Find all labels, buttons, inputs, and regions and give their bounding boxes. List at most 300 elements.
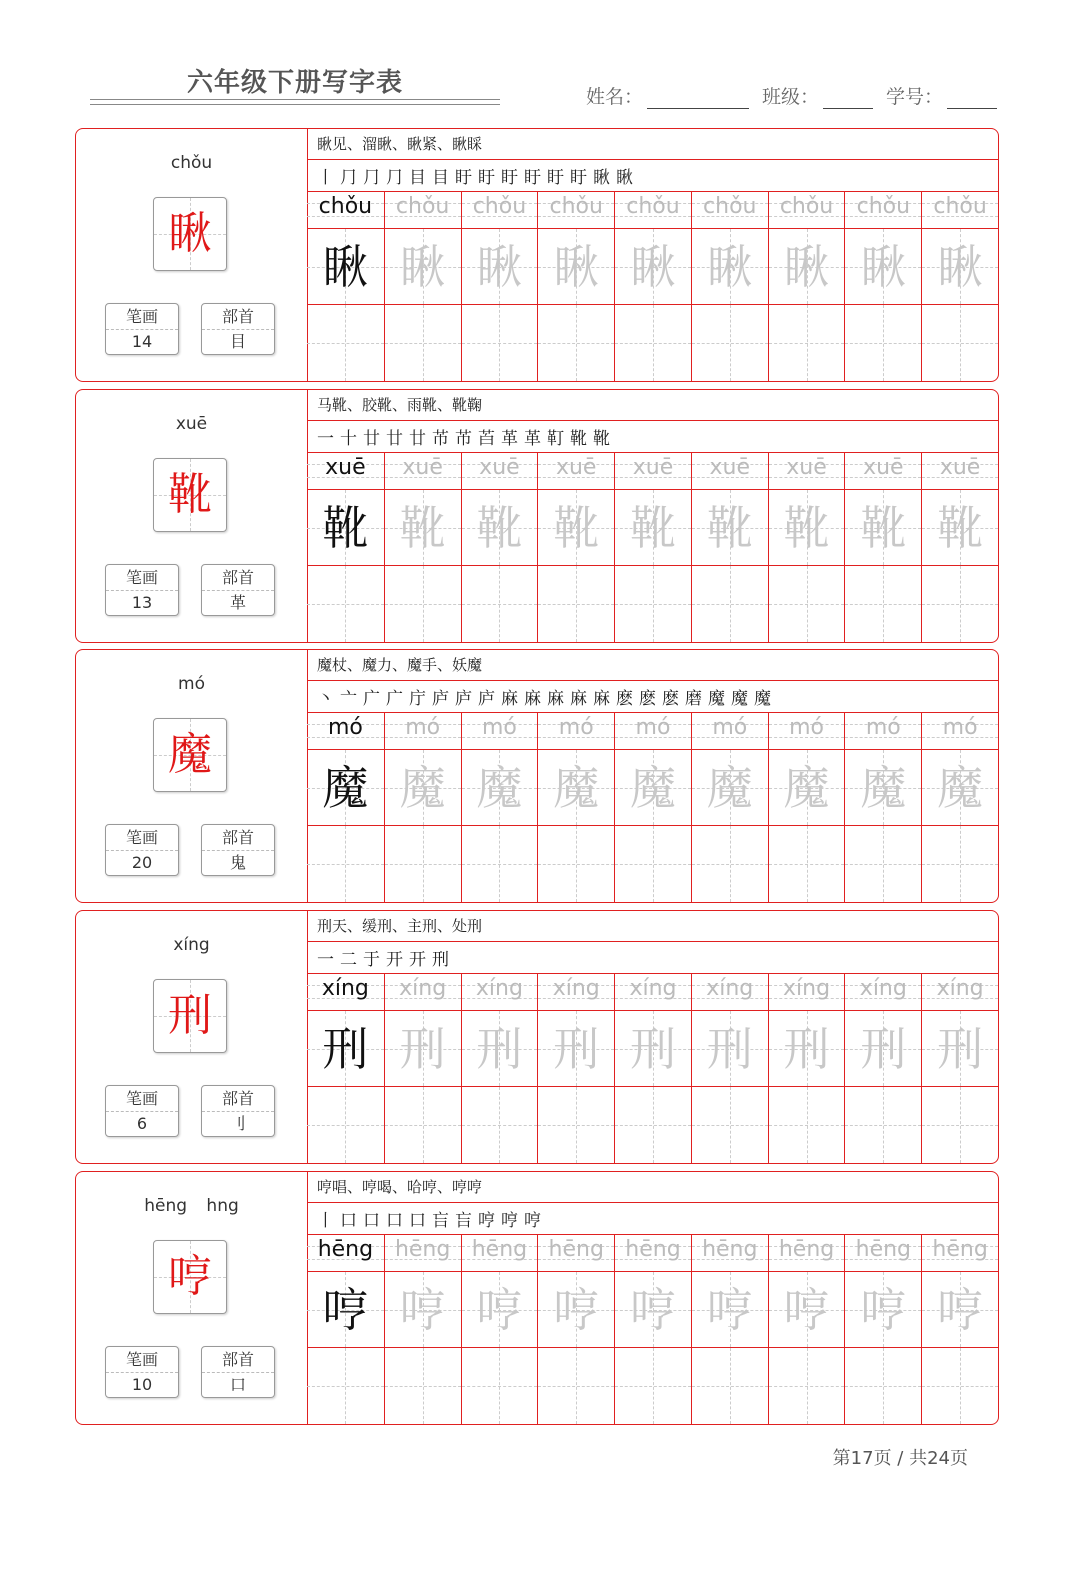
character-cell[interactable] [538, 1011, 614, 1087]
pinyin-cell[interactable] [538, 452, 614, 490]
grid-column [691, 1234, 768, 1424]
pinyin-cell[interactable] [692, 1234, 768, 1272]
character-cell[interactable] [922, 750, 998, 826]
character-trace: 刑 [860, 1022, 907, 1076]
stroke-order-step: 麻 [501, 689, 518, 709]
stroke-order-step: 于 [363, 950, 380, 970]
character-trace: 瞅 [476, 240, 523, 294]
character-trace: 靴 [783, 501, 830, 555]
stroke-order-step: 革 [501, 429, 518, 449]
pinyin-cell[interactable] [922, 191, 998, 229]
character-model: 刑 [322, 1022, 369, 1076]
stroke-order-step: 廿 [386, 429, 403, 449]
character-cell[interactable] [769, 750, 845, 826]
empty-writing-cell[interactable] [385, 826, 461, 902]
empty-writing-cell[interactable] [538, 566, 614, 642]
stroke-order-step: 靴 [570, 429, 587, 449]
character-cell[interactable] [769, 1011, 845, 1087]
character-cell[interactable] [692, 1011, 768, 1087]
character-cell[interactable] [769, 490, 845, 566]
grid-column [461, 191, 538, 381]
pinyin-trace: xuē [939, 455, 981, 480]
empty-writing-cell[interactable] [769, 1348, 845, 1424]
empty-writing-cell[interactable] [538, 1087, 614, 1163]
character-trace: 瞅 [937, 240, 984, 294]
character-cell[interactable] [462, 229, 538, 305]
pinyin-trace: xuē [479, 455, 520, 480]
character-cell[interactable] [538, 490, 614, 566]
grid-column [844, 191, 921, 381]
grid-column [691, 452, 768, 642]
grid-column [768, 191, 845, 381]
stroke-order-step: 磨 [685, 689, 702, 709]
pinyin-cell[interactable] [385, 973, 461, 1011]
pinyin-cell[interactable] [692, 973, 768, 1011]
stroke-order [317, 424, 616, 449]
character-trace: 靴 [476, 501, 523, 555]
character-model: 魔 [322, 761, 369, 815]
empty-writing-cell[interactable] [385, 1348, 461, 1424]
stroke-order-step: 盱 [478, 168, 495, 188]
stroke-order-step: 庐 [478, 689, 495, 709]
character-cell[interactable] [462, 750, 538, 826]
grid-column [307, 712, 384, 902]
grid-column [461, 973, 538, 1163]
empty-writing-cell[interactable] [845, 1087, 921, 1163]
grid-column [384, 1234, 461, 1424]
character-model: 瞅 [322, 240, 369, 294]
stroke-order-step: 哼 [501, 1211, 518, 1231]
grid-column [307, 1234, 384, 1424]
empty-writing-cell[interactable] [307, 305, 384, 381]
character-trace: 靴 [860, 501, 907, 555]
empty-writing-cell[interactable] [307, 1348, 384, 1424]
character-cell[interactable] [845, 229, 921, 305]
character-cell[interactable] [307, 1011, 384, 1087]
empty-writing-cell[interactable] [615, 1348, 691, 1424]
character-cell[interactable] [462, 1011, 538, 1087]
pinyin-cell[interactable] [615, 712, 691, 750]
character-cell[interactable] [307, 1272, 384, 1348]
pinyin-cell[interactable] [692, 191, 768, 229]
pinyin-cell[interactable] [845, 191, 921, 229]
stroke-order-step: 庐 [455, 689, 472, 709]
character-display-box [153, 718, 227, 792]
character-cell[interactable] [385, 750, 461, 826]
pinyin-cell[interactable] [538, 191, 614, 229]
radical-value: 鬼 [229, 853, 246, 872]
empty-writing-cell[interactable] [845, 566, 921, 642]
pinyin-trace: chǒu [626, 194, 680, 219]
character-cell[interactable] [922, 1272, 998, 1348]
pinyin-model: xuē [325, 455, 366, 480]
stroke-order-step: 盱 [524, 168, 541, 188]
character-display-box [153, 1240, 227, 1314]
character-card [75, 128, 999, 382]
stroke-count-label: 笔画 [106, 1086, 178, 1112]
pinyin-cell[interactable] [769, 1234, 845, 1272]
pinyin-label: mó [178, 674, 205, 694]
empty-writing-cell[interactable] [307, 1087, 384, 1163]
character-cell[interactable] [922, 229, 998, 305]
stroke-order-step: 口 [409, 1211, 426, 1231]
stroke-order-step: 庐 [432, 689, 449, 709]
practice-panel [307, 911, 998, 1163]
grid-column [537, 1234, 614, 1424]
pinyin-cell[interactable] [769, 712, 845, 750]
pinyin-trace: xuē [786, 455, 827, 480]
pinyin-cell[interactable] [845, 973, 921, 1011]
grid-column [384, 973, 461, 1163]
pinyin-cell[interactable] [845, 1234, 921, 1272]
pinyin-model: chǒu [318, 194, 373, 219]
character-trace: 刑 [783, 1022, 830, 1076]
grid-column [537, 712, 614, 902]
pinyin-trace: mó [481, 715, 517, 740]
pinyin-trace: mó [405, 715, 441, 740]
character-cell[interactable] [845, 1272, 921, 1348]
stroke-count-box [105, 303, 179, 355]
character-trace: 哼 [706, 1283, 753, 1337]
character-cell[interactable] [922, 1011, 998, 1087]
stroke-order-step: 盱 [570, 168, 587, 188]
stroke-order-step: 目 [432, 168, 449, 188]
empty-writing-cell[interactable] [538, 1348, 614, 1424]
empty-writing-cell[interactable] [462, 826, 538, 902]
grid-column [691, 973, 768, 1163]
pinyin-cell[interactable] [769, 973, 845, 1011]
pinyin-cell[interactable] [922, 452, 998, 490]
name-blank[interactable] [647, 86, 749, 109]
character-card [75, 1171, 999, 1425]
character-cell[interactable] [462, 490, 538, 566]
character-trace: 哼 [860, 1283, 907, 1337]
stroke-order-step: 一 [317, 950, 334, 970]
name-field[interactable] [586, 82, 749, 109]
empty-writing-cell[interactable] [462, 566, 538, 642]
pinyin-cell[interactable] [615, 191, 691, 229]
grid-column [461, 712, 538, 902]
grid-column [844, 712, 921, 902]
example-words: 瞅见、溜瞅、瞅紧、瞅睬 [317, 135, 483, 153]
pinyin-cell[interactable] [922, 712, 998, 750]
character-trace: 魔 [937, 761, 984, 815]
grid-column [307, 191, 384, 381]
pinyin-trace: xuē [555, 455, 597, 480]
id-blank[interactable] [947, 86, 997, 109]
empty-writing-cell[interactable] [922, 1087, 998, 1163]
grid-column [844, 973, 921, 1163]
character-cell[interactable] [538, 1272, 614, 1348]
grid-column [614, 452, 691, 642]
pinyin-cell[interactable] [769, 191, 845, 229]
id-field[interactable] [886, 82, 997, 109]
pinyin-trace: hēng [625, 1237, 681, 1262]
character-trace: 靴 [399, 501, 446, 555]
empty-writing-cell[interactable] [922, 826, 998, 902]
character-cell[interactable] [845, 1011, 921, 1087]
pinyin-trace: chǒu [472, 194, 527, 219]
pinyin-cell[interactable] [615, 1234, 691, 1272]
character-cell[interactable] [385, 490, 461, 566]
character-cell[interactable] [385, 1011, 461, 1087]
pinyin-label: xíng [173, 935, 210, 955]
stroke-order-step: 哼 [524, 1211, 541, 1231]
character-cell[interactable] [692, 490, 768, 566]
character-cell[interactable] [385, 1272, 461, 1348]
character-trace: 刑 [553, 1022, 600, 1076]
grid-column [384, 712, 461, 902]
stroke-order [317, 945, 455, 970]
pinyin-trace: mó [712, 715, 748, 740]
character-trace: 魔 [783, 761, 830, 815]
grid-column [691, 712, 768, 902]
empty-writing-cell[interactable] [385, 305, 461, 381]
stroke-count-value: 6 [136, 1114, 148, 1133]
pinyin-cell[interactable] [615, 973, 691, 1011]
practice-panel [307, 129, 998, 381]
grid-column [614, 191, 691, 381]
empty-writing-cell[interactable] [769, 1087, 845, 1163]
character-trace: 瞅 [860, 240, 907, 294]
class-field[interactable] [762, 82, 873, 109]
grid-column [614, 1234, 691, 1424]
radical-box [201, 824, 275, 876]
grid-column [537, 973, 614, 1163]
pinyin-cell[interactable] [385, 712, 461, 750]
stroke-count-box [105, 824, 179, 876]
character-cell[interactable] [692, 229, 768, 305]
pinyin-cell[interactable] [385, 191, 461, 229]
stroke-count-box [105, 564, 179, 616]
grid-column [921, 1234, 998, 1424]
empty-writing-cell[interactable] [692, 1087, 768, 1163]
grid-column [384, 191, 461, 381]
pinyin-cell[interactable] [615, 452, 691, 490]
character-cell[interactable] [692, 750, 768, 826]
stroke-order-step: 二 [340, 950, 357, 970]
stroke-order-step: 刑 [432, 950, 449, 970]
grid-column [768, 1234, 845, 1424]
pinyin-cell[interactable] [385, 452, 461, 490]
character-cell[interactable] [615, 1011, 691, 1087]
stroke-order-step: ⺆ [363, 168, 380, 188]
empty-writing-cell[interactable] [922, 305, 998, 381]
pinyin-trace: mó [865, 715, 901, 740]
pinyin-cell[interactable] [538, 973, 614, 1011]
row-divider [307, 159, 998, 160]
red-character: 瞅 [168, 208, 212, 259]
stroke-order [317, 1206, 547, 1231]
pinyin-cell[interactable] [769, 452, 845, 490]
pinyin-cell[interactable] [462, 452, 538, 490]
radical-value: 刂 [229, 1114, 246, 1133]
character-trace: 哼 [937, 1283, 984, 1337]
empty-writing-cell[interactable] [307, 566, 384, 642]
character-cell[interactable] [307, 229, 384, 305]
pinyin-trace: chǒu [549, 194, 603, 219]
character-cell[interactable] [385, 229, 461, 305]
character-cell[interactable] [769, 229, 845, 305]
pinyin-cell[interactable] [692, 452, 768, 490]
class-blank[interactable] [823, 86, 873, 109]
empty-writing-cell[interactable] [692, 1348, 768, 1424]
stroke-order-step: 麻 [570, 689, 587, 709]
character-cell[interactable] [615, 229, 691, 305]
pinyin-model: xíng [321, 976, 369, 1001]
pinyin-trace: xíng [552, 976, 600, 1001]
grid-column [537, 191, 614, 381]
character-cell[interactable] [307, 750, 384, 826]
empty-writing-cell[interactable] [385, 566, 461, 642]
empty-writing-cell[interactable] [538, 826, 614, 902]
character-cell[interactable] [538, 229, 614, 305]
empty-writing-cell[interactable] [615, 566, 691, 642]
empty-writing-cell[interactable] [845, 826, 921, 902]
empty-writing-cell[interactable] [615, 1087, 691, 1163]
character-trace: 哼 [476, 1283, 523, 1337]
pinyin-cell[interactable] [462, 973, 538, 1011]
character-trace: 哼 [783, 1283, 830, 1337]
pinyin-trace: hēng [778, 1237, 835, 1262]
empty-writing-cell[interactable] [462, 1348, 538, 1424]
empty-writing-cell[interactable] [845, 1348, 921, 1424]
character-cell[interactable] [462, 1272, 538, 1348]
character-info-panel [76, 1172, 308, 1424]
character-trace: 刑 [937, 1022, 984, 1076]
pinyin-cell[interactable] [462, 1234, 538, 1272]
stroke-order-step: 麻 [524, 689, 541, 709]
empty-writing-cell[interactable] [922, 566, 998, 642]
grid-column [461, 1234, 538, 1424]
stroke-order-step: 廿 [409, 429, 426, 449]
character-info-panel [76, 390, 308, 642]
stroke-order-step: 庁 [409, 689, 426, 709]
empty-writing-cell[interactable] [615, 826, 691, 902]
radical-box [201, 564, 275, 616]
pinyin-trace: xíng [629, 976, 677, 1001]
pinyin-cell[interactable] [692, 712, 768, 750]
character-trace: 魔 [629, 761, 676, 815]
writing-grid [307, 191, 998, 381]
character-cell[interactable] [769, 1272, 845, 1348]
radical-box [201, 1346, 275, 1398]
character-cell[interactable] [307, 490, 384, 566]
empty-writing-cell[interactable] [922, 1348, 998, 1424]
character-trace: 魔 [553, 761, 600, 815]
page-title: 六年级下册写字表 [186, 68, 403, 98]
pinyin-label: xuē [175, 414, 208, 434]
pinyin-trace: hēng [394, 1237, 451, 1262]
empty-writing-cell[interactable] [769, 826, 845, 902]
empty-writing-cell[interactable] [538, 305, 614, 381]
pinyin-cell[interactable] [307, 1234, 384, 1272]
stroke-order-step: 麽 [662, 689, 679, 709]
empty-writing-cell[interactable] [845, 305, 921, 381]
character-cell[interactable] [615, 750, 691, 826]
radical-value: 革 [229, 593, 246, 612]
pinyin-cell[interactable] [538, 1234, 614, 1272]
pinyin-cell[interactable] [462, 191, 538, 229]
pinyin-trace: xíng [859, 976, 907, 1001]
stroke-count-box [105, 1346, 179, 1398]
character-trace: 瞅 [553, 240, 600, 294]
row-divider [307, 941, 998, 942]
pinyin-cell[interactable] [307, 191, 384, 229]
pinyin-cell[interactable] [307, 452, 384, 490]
stroke-order-step: 一 [317, 429, 334, 449]
character-cell[interactable] [922, 490, 998, 566]
pinyin-cell[interactable] [307, 712, 384, 750]
character-cell[interactable] [615, 490, 691, 566]
pinyin-cell[interactable] [922, 1234, 998, 1272]
row-divider [307, 1202, 998, 1203]
pinyin-cell[interactable] [307, 973, 384, 1011]
stroke-order-step: 吂 [432, 1211, 449, 1231]
stroke-order-step: 苩 [478, 429, 495, 449]
stroke-order [317, 684, 777, 709]
empty-writing-cell[interactable] [692, 826, 768, 902]
pinyin-cell[interactable] [385, 1234, 461, 1272]
pinyin-trace: chǒu [933, 194, 987, 219]
character-cell[interactable] [845, 750, 921, 826]
character-info-panel [76, 650, 308, 902]
empty-writing-cell[interactable] [769, 305, 845, 381]
character-trace: 靴 [937, 501, 984, 555]
pinyin-trace: xuē [863, 455, 904, 480]
grid-column [921, 712, 998, 902]
pinyin-cell[interactable] [845, 712, 921, 750]
character-trace: 魔 [860, 761, 907, 815]
character-cell[interactable] [692, 1272, 768, 1348]
grid-column [768, 452, 845, 642]
pinyin-cell[interactable] [462, 712, 538, 750]
radical-value: 目 [229, 332, 246, 351]
radical-label: 部首 [202, 825, 274, 851]
empty-writing-cell[interactable] [692, 566, 768, 642]
empty-writing-cell[interactable] [307, 826, 384, 902]
pinyin-cell[interactable] [538, 712, 614, 750]
grid-column [384, 452, 461, 642]
stroke-order-step: 口 [386, 1211, 403, 1231]
character-cell[interactable] [845, 490, 921, 566]
pinyin-cell[interactable] [845, 452, 921, 490]
empty-writing-cell[interactable] [385, 1087, 461, 1163]
stroke-order-step: 丨 [317, 168, 334, 188]
character-cell[interactable] [538, 750, 614, 826]
writing-grid [307, 452, 998, 642]
empty-writing-cell[interactable] [462, 1087, 538, 1163]
grid-column [844, 452, 921, 642]
empty-writing-cell[interactable] [692, 305, 768, 381]
grid-column [307, 452, 384, 642]
radical-label: 部首 [202, 1086, 274, 1112]
pinyin-trace: mó [635, 715, 671, 740]
pinyin-cell[interactable] [922, 973, 998, 1011]
character-trace: 刑 [706, 1022, 753, 1076]
stroke-count-value: 13 [131, 593, 153, 612]
stroke-count-box [105, 1085, 179, 1137]
stroke-order-step: 盱 [455, 168, 472, 188]
empty-writing-cell[interactable] [615, 305, 691, 381]
id-label: 学号： [886, 86, 944, 108]
character-cell[interactable] [615, 1272, 691, 1348]
radical-label: 部首 [202, 1347, 274, 1373]
empty-writing-cell[interactable] [769, 566, 845, 642]
empty-writing-cell[interactable] [462, 305, 538, 381]
stroke-order-step: 麻 [593, 689, 610, 709]
character-trace: 靴 [629, 501, 676, 555]
